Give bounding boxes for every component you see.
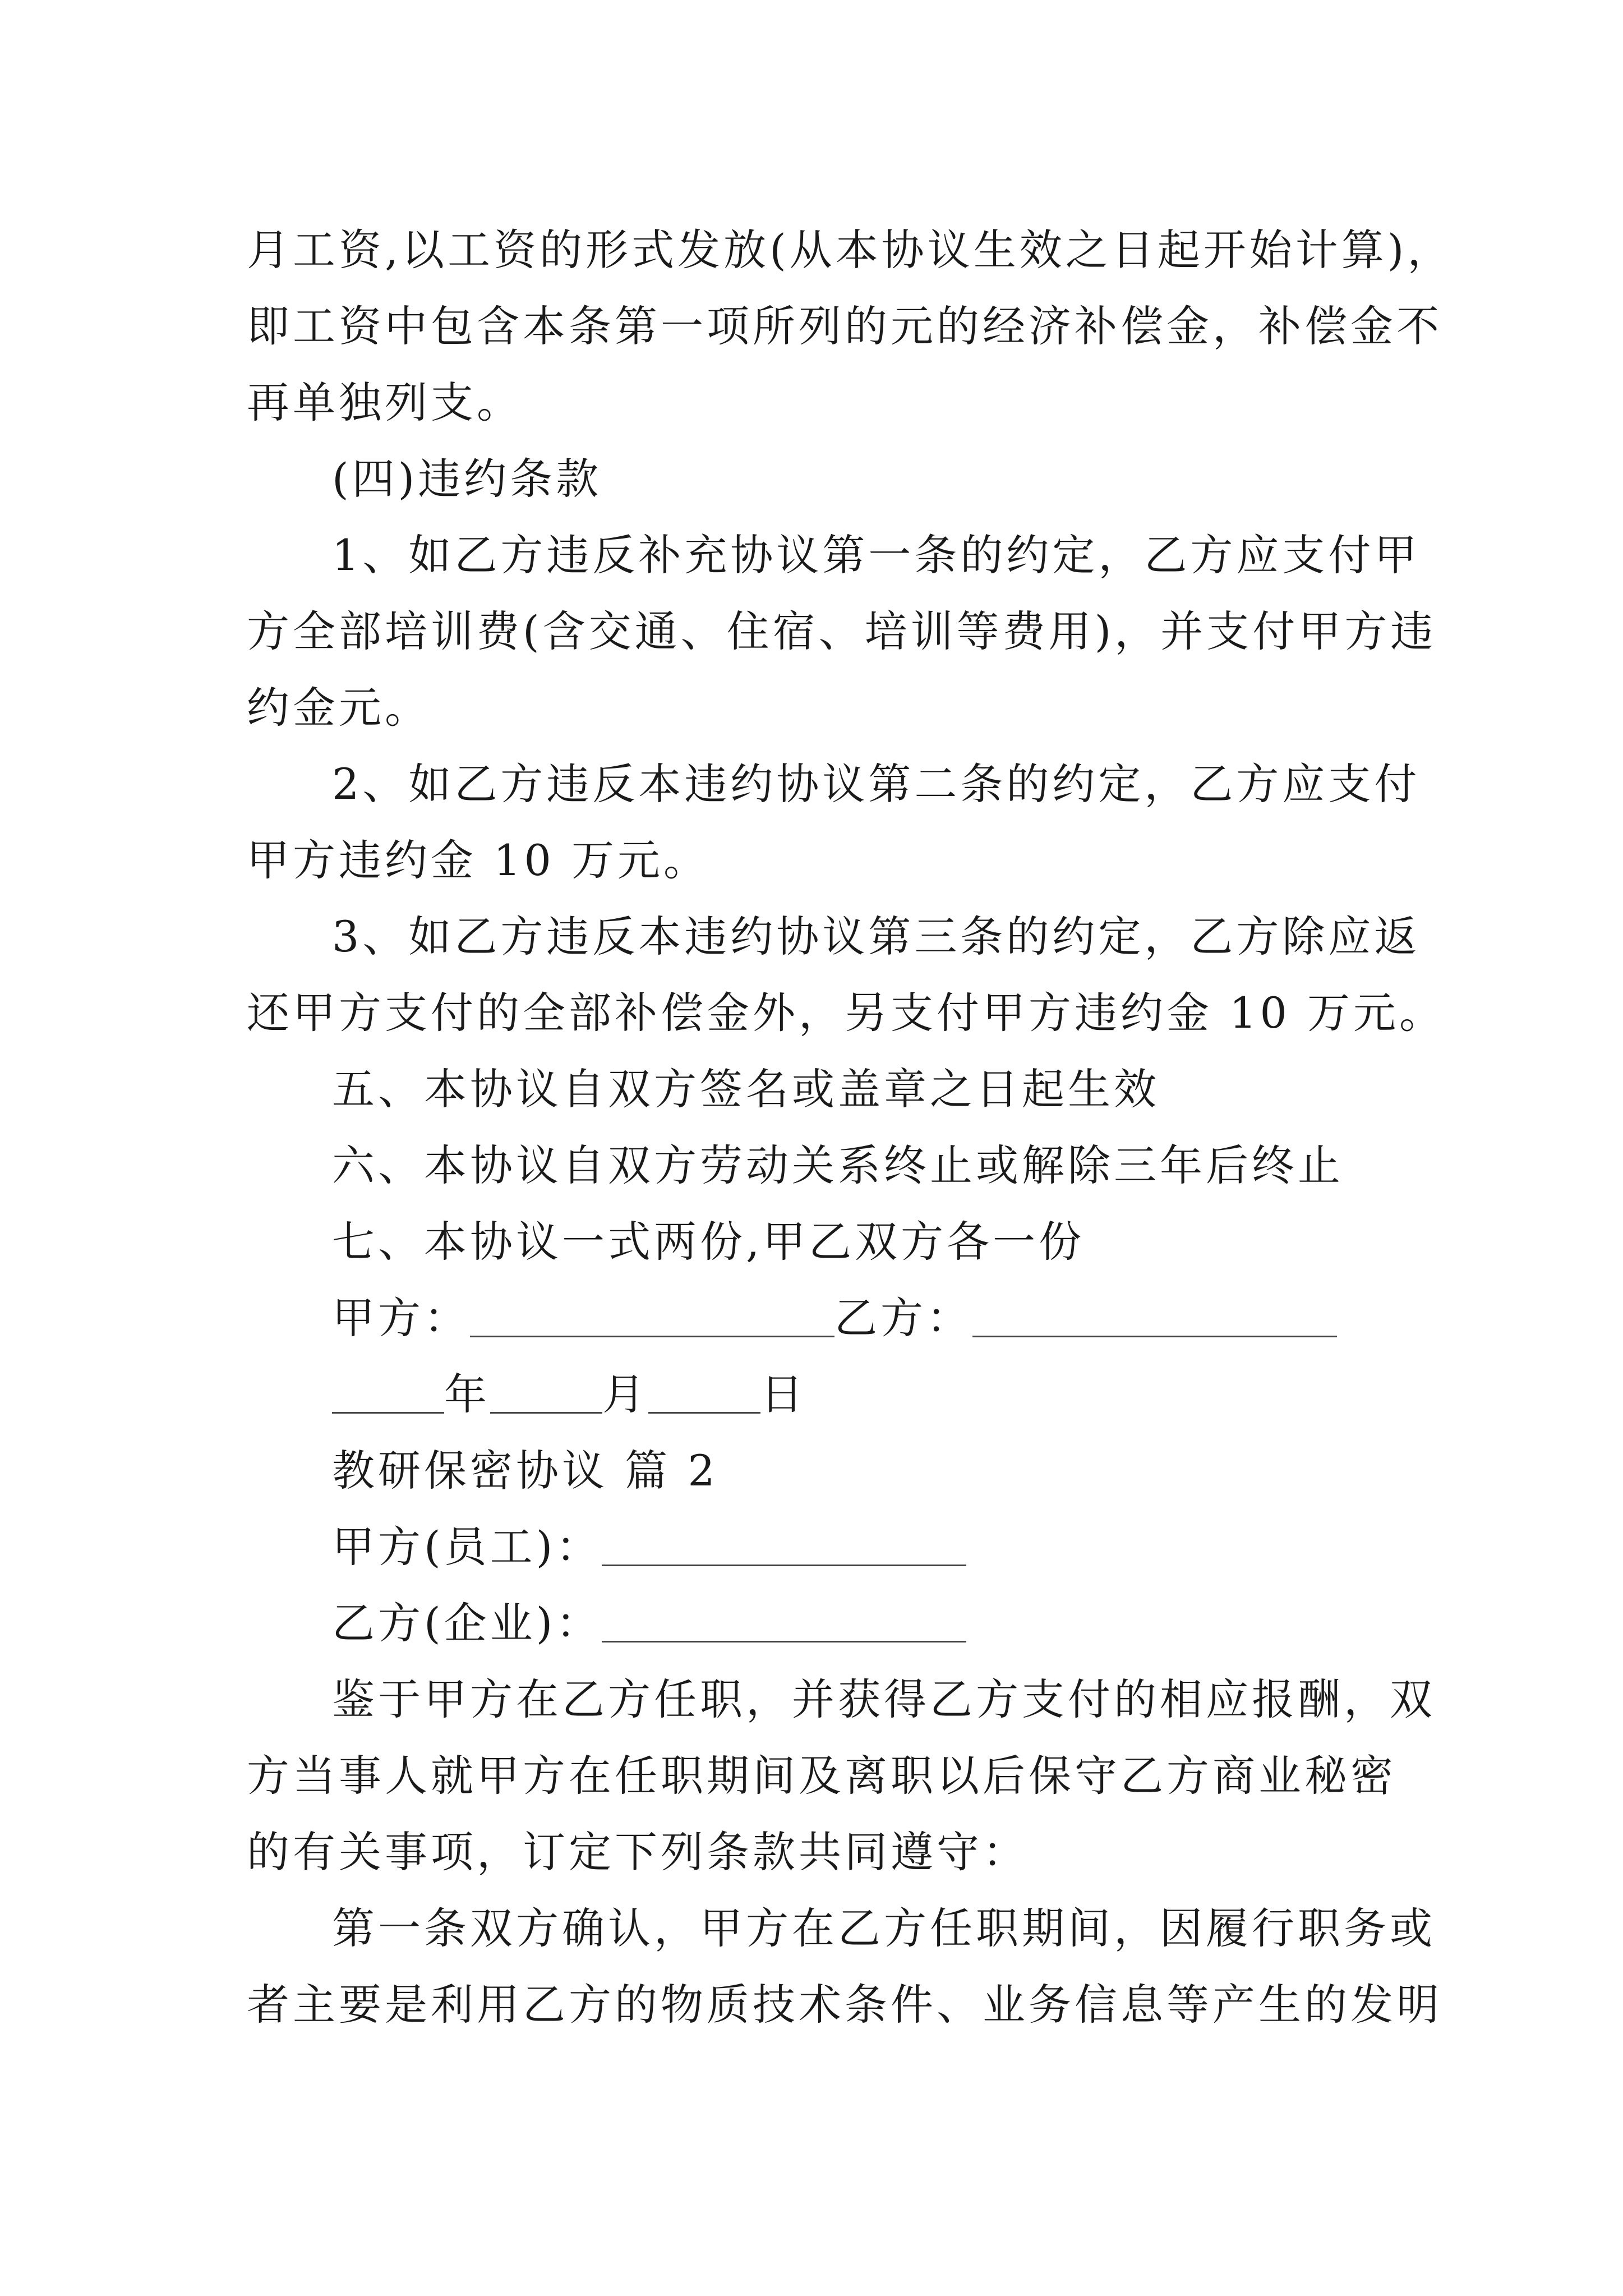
paragraph-line: 即工资中包含本条第一项所列的元的经济补偿金，补偿金不 <box>247 301 1442 351</box>
document-body <box>247 212 1454 2043</box>
paragraph-line: 再单独列支。 <box>247 378 523 427</box>
clause-line: 五、本协议自双方签名或盖章之日起生效 <box>332 1064 1160 1114</box>
paragraph-line: 方全部培训费(含交通、住宿、培训等费用)，并支付甲方违 <box>247 606 1437 656</box>
paragraph-line: 3、如乙方违反本违约协议第三条的约定，乙方除应返 <box>332 912 1421 961</box>
party-b-line <box>247 1585 1447 1662</box>
party-b-label: 乙方： <box>834 1293 972 1343</box>
party-b-company-label: 乙方(企业)： <box>332 1598 602 1648</box>
paragraph-line: 者主要是利用乙方的物质技术条件、业务信息等产生的发明 <box>247 1980 1442 2030</box>
party-b-blank <box>972 1296 1337 1337</box>
party-a-label: 甲方： <box>332 1293 470 1343</box>
paragraph-line: 第一条双方确认，甲方在乙方任职期间，因履行职务或 <box>332 1903 1436 1953</box>
section-heading: (四)违约条款 <box>332 454 602 504</box>
year-label: 年 <box>444 1369 490 1419</box>
month-blank <box>490 1373 602 1414</box>
month-label: 月 <box>602 1369 648 1419</box>
date-line <box>247 1356 1447 1433</box>
party-a-blank <box>470 1296 834 1337</box>
paragraph-line: 的有关事项，订定下列条款共同遵守： <box>247 1827 1029 1877</box>
year-blank <box>332 1373 444 1414</box>
paragraph-line: 鉴于甲方在乙方任职，并获得乙方支付的相应报酬，双 <box>332 1674 1436 1724</box>
party-b-company-blank <box>602 1602 966 1642</box>
paragraph-line: 甲方违约金 10 万元。 <box>247 835 710 885</box>
section-title: 教研保密协议 篇 2 <box>332 1446 718 1496</box>
party-a-employee-blank <box>602 1525 966 1566</box>
clause-line: 七、本协议一式两份,甲乙双方各一份 <box>332 1217 1085 1267</box>
day-label: 日 <box>760 1369 806 1419</box>
clause-line: 六、本协议自双方劳动关系终止或解除三年后终止 <box>332 1140 1344 1190</box>
paragraph-line: 约金元。 <box>247 683 431 733</box>
paragraph-line: 方当事人就甲方在任职期间及离职以后保守乙方商业秘密 <box>247 1751 1396 1801</box>
paragraph-line: 1、如乙方违反补充协议第一条的约定，乙方应支付甲 <box>332 530 1421 580</box>
paragraph-line: 还甲方支付的全部补偿金外，另支付甲方违约金 10 万元。 <box>247 988 1446 1038</box>
party-a-line <box>247 1509 1447 1585</box>
paragraph-line: 2、如乙方违反本违约协议第二条的约定，乙方应支付 <box>332 759 1421 809</box>
signature-line <box>247 1280 1447 1356</box>
paragraph-line: 月工资,以工资的形式发放(从本协议生效之日起开始计算)， <box>247 225 1454 275</box>
day-blank <box>648 1373 760 1414</box>
party-a-employee-label: 甲方(员工)： <box>332 1522 602 1572</box>
